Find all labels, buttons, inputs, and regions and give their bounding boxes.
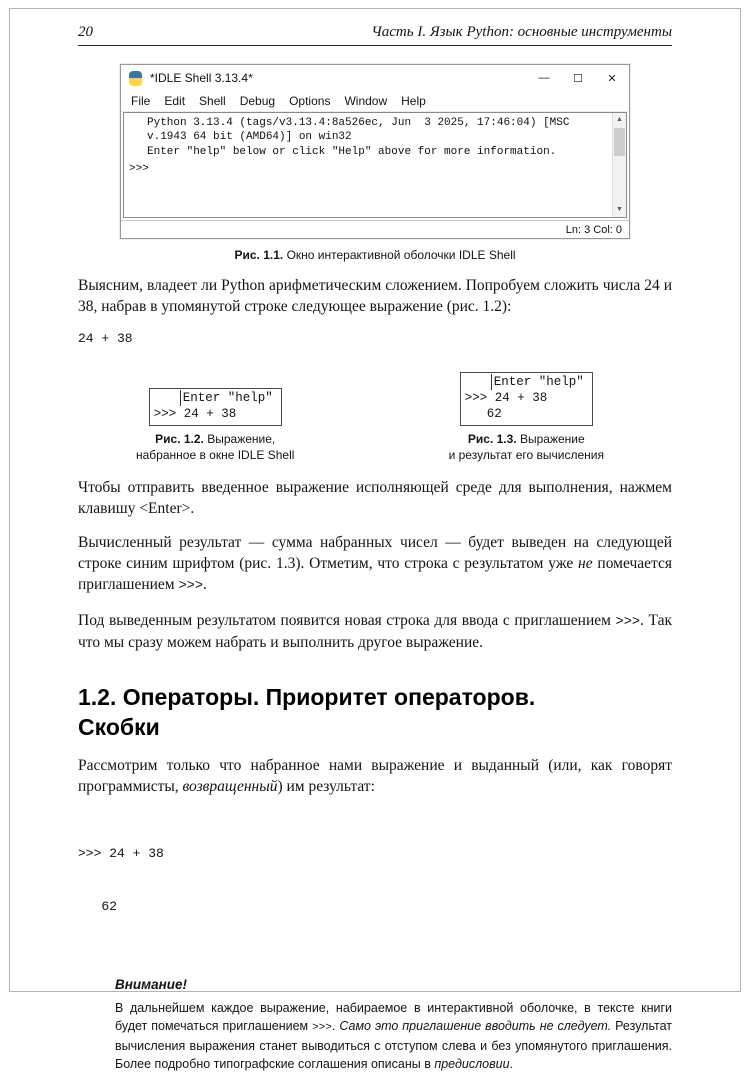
text-run: . Так что мы сразу можем набрать и выполнить другое выражение. — [78, 611, 672, 652]
title-bar[interactable] — [121, 65, 629, 91]
chapter-title: Часть I. Язык Python: основные инструменты — [371, 24, 672, 40]
menu-item-file[interactable]: File — [131, 94, 151, 108]
console-line-result: 62 — [486, 407, 502, 422]
figure-1-1-caption — [78, 248, 672, 262]
figure-1-2-caption — [136, 432, 294, 463]
menu-item-help[interactable]: Help — [401, 94, 426, 108]
caption-label: Рис. 1.3. — [467, 432, 517, 447]
page-number: 20 — [78, 24, 93, 40]
heading-line: 1.2. Операторы. Приоритет операторов. — [78, 684, 536, 711]
menu-item-debug[interactable]: Debug — [239, 94, 276, 108]
code-snippet: 24 + 38 — [78, 331, 133, 347]
console-line-enter: Enter "help" — [180, 390, 273, 406]
console-line: Enter "help" below or click "Help" above for more information. — [147, 145, 557, 158]
figure-1-2 — [136, 388, 294, 464]
text-run-italic: не — [578, 554, 593, 572]
caption-text: и результат его вычисления — [448, 448, 604, 463]
python-app-icon — [128, 71, 143, 86]
console-line-enter: Enter "help" — [491, 374, 584, 390]
attention-note — [115, 977, 672, 1073]
console-output — [124, 113, 626, 179]
text-run: помечается приглашением — [78, 554, 672, 593]
shell-text-area[interactable] — [123, 112, 627, 218]
caption-label: Рис. 1.2. — [155, 432, 204, 447]
menu-item-shell[interactable]: Shell — [199, 94, 226, 108]
figures-row — [78, 372, 672, 464]
text-run: Рассмотрим только что набранное нами выражение и выданный (или, как говорят программисты, — [78, 757, 672, 796]
python-icon-bottom — [129, 78, 142, 86]
menu-item-window[interactable]: Window — [344, 94, 388, 108]
console-line — [465, 374, 584, 390]
console-line: Python 3.13.4 (tags/v3.13.4:8a526ec, Jun 3 2025, 17:46:04) [MSC — [147, 117, 570, 129]
figure-1-3-box — [460, 372, 593, 427]
line-col-indicator: Ln: 3 Col: 0 — [565, 223, 622, 236]
figure-1-3 — [449, 372, 604, 464]
menu-item-options[interactable]: Options — [289, 94, 331, 108]
paragraph — [78, 755, 672, 797]
heading-line: Скобки — [78, 713, 160, 740]
text-run-italic: предисловии — [434, 1056, 510, 1071]
text-run-italic: возвращенный — [182, 778, 278, 796]
menu-item-edit[interactable]: Edit — [164, 94, 186, 108]
minimize-button[interactable]: — — [538, 72, 550, 84]
note-title: Внимание! — [115, 976, 188, 992]
scrollbar[interactable] — [612, 113, 626, 217]
note-body — [115, 999, 672, 1073]
caption-text: Окно интерактивной оболочки IDLE Shell — [286, 248, 516, 262]
text-run-italic: Само это приглашение вводить не следует. — [339, 1018, 612, 1033]
section-heading — [78, 683, 672, 742]
figure-1-3-caption — [449, 432, 604, 463]
shell-prompt: >>> — [129, 162, 149, 175]
scroll-down-icon[interactable]: ▼ — [616, 206, 623, 213]
caption-text: набранное в окне IDLE Shell — [136, 448, 295, 463]
caption-text: Выражение, — [207, 432, 276, 447]
paragraph: Выясним, владеет ли Python арифметическим сложением. Попробуем сложить числа 24 и 38, набрав в упомянутой строке следующее выражение (рис. 1.2): — [78, 277, 672, 316]
text-run: . — [509, 1056, 514, 1071]
scrollbar-thumb[interactable] — [614, 128, 625, 156]
text-run-mono: >>> — [615, 614, 641, 630]
figure-1-2-box — [149, 388, 282, 427]
running-header — [78, 24, 672, 46]
text-run: Результат вычисления выражения станет выводиться с отступом слева и без упомянутого приглашения. Более подробно типографские соглашения описаны в — [115, 1018, 672, 1071]
menu-bar — [121, 91, 629, 112]
maximize-button[interactable]: ☐ — [573, 72, 583, 85]
console-line-expression: >>> 24 + 38 — [464, 390, 548, 405]
text-run: ) им результат: — [277, 778, 375, 796]
page-content — [78, 24, 672, 1073]
paragraph — [78, 532, 672, 597]
paragraph: Чтобы отправить введенное выражение исполняющей среде для выполнения, нажмем клавишу <Enter>. — [78, 478, 672, 517]
code-line: 62 — [78, 898, 118, 914]
text-run: Под выведенным результатом появится новая строка для ввода с приглашением — [78, 611, 616, 629]
console-line-expression: >>> 24 + 38 — [153, 407, 237, 422]
close-button[interactable]: ✕ — [607, 72, 617, 85]
idle-shell-window — [120, 64, 630, 239]
text-run-mono: >>> — [312, 1021, 332, 1034]
text-run: В дальнейшем каждое выражение, набираемое в интерактивной оболочке, в тексте книги будет помечаться приглашением — [115, 1000, 672, 1033]
text-run: . — [203, 575, 207, 593]
window-controls — [527, 65, 629, 91]
code-line: >>> 24 + 38 — [78, 846, 164, 862]
console-line: v.1943 64 bit (AMD64)] on win32 — [147, 131, 352, 144]
console-line — [154, 390, 273, 406]
paragraph — [78, 610, 672, 654]
caption-label: Рис. 1.1. — [234, 248, 284, 262]
caption-text: Выражение — [520, 432, 585, 447]
window-title: *IDLE Shell 3.13.4* — [150, 71, 253, 85]
text-run: . — [331, 1018, 340, 1033]
code-snippet — [78, 810, 672, 950]
text-run-mono: >>> — [178, 578, 204, 594]
status-bar — [121, 220, 629, 238]
text-run: Вычисленный результат — сумма набранных чисел — будет выведен на следующей строке синим шрифтом (рис. 1.3). Отметим, что строка с результатом уже — [78, 533, 672, 572]
scroll-up-icon[interactable]: ▲ — [616, 116, 623, 123]
